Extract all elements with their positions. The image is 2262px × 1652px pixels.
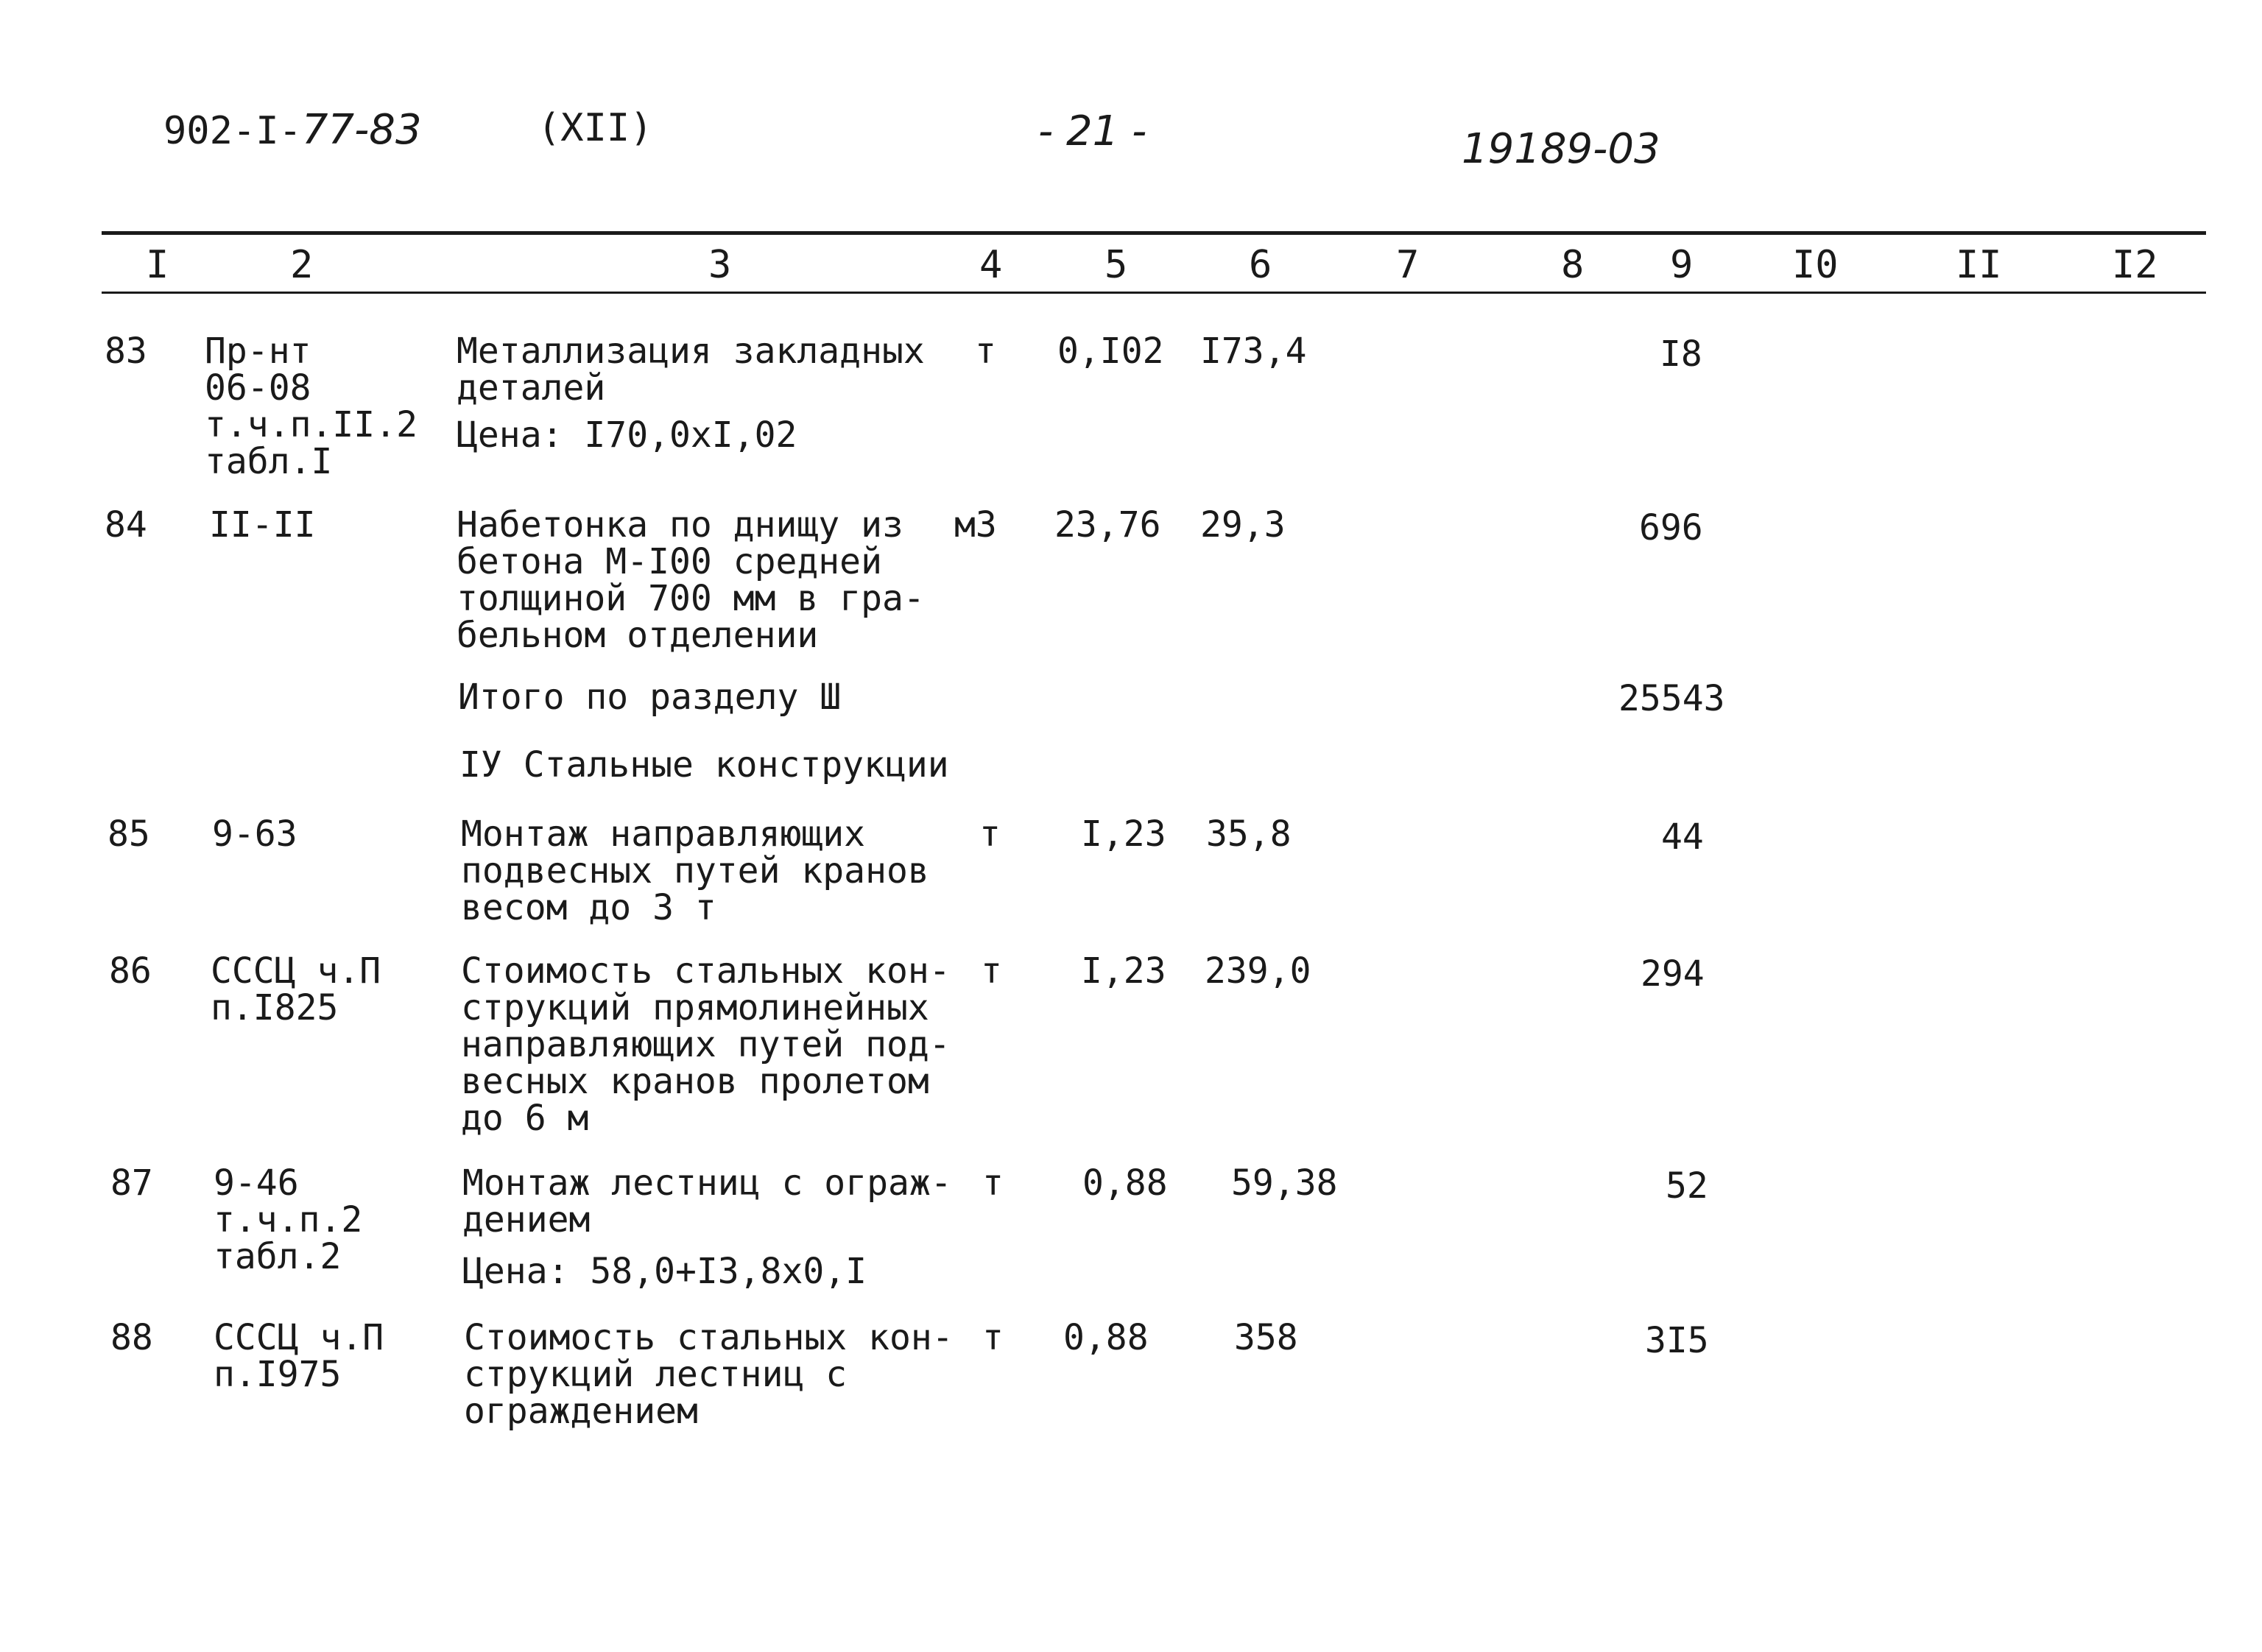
col-header-1: I <box>146 243 169 287</box>
document-code <box>163 106 422 154</box>
row-number: 83 <box>105 331 147 372</box>
row-quantity: I,23 <box>1081 950 1166 992</box>
col-header-5: 5 <box>1104 243 1128 287</box>
row-unit-price: 59,38 <box>1231 1162 1338 1204</box>
document-code-typed: 902-I- <box>163 109 302 153</box>
row-number: 88 <box>110 1317 153 1358</box>
row-unit: м3 <box>954 504 997 546</box>
row-quantity: 0,88 <box>1082 1162 1168 1204</box>
row-unit-price: 358 <box>1234 1317 1298 1358</box>
row-description: Стоимость стальных кон- струкций прямолинейных направляющих путей под- весных кранов пролетом до 6 м <box>461 950 951 1139</box>
col-header-4: 4 <box>979 243 1003 287</box>
row-unit: т <box>981 950 1002 992</box>
header-rule <box>102 292 2206 294</box>
col-header-11: II <box>1956 243 2002 287</box>
row-unit: т <box>979 813 1001 855</box>
row-unit-price: 29,3 <box>1200 504 1286 546</box>
col-header-3: 3 <box>708 243 732 287</box>
row-quantity: 0,88 <box>1063 1317 1149 1358</box>
row-total: 52 <box>1666 1165 1708 1207</box>
page-number: - 21 - <box>1038 107 1147 155</box>
section-total-label: Итого по разделу Ш <box>458 677 842 718</box>
row-number: 87 <box>110 1162 153 1204</box>
row-unit: т <box>975 331 996 372</box>
col-header-6: 6 <box>1249 243 1272 287</box>
top-rule <box>102 231 2206 235</box>
row-number: 85 <box>108 813 150 855</box>
col-header-7: 7 <box>1396 243 1420 287</box>
col-header-9: 9 <box>1670 243 1694 287</box>
row-number: 84 <box>105 504 147 546</box>
row-code: 9-46 т.ч.п.2 табл.2 <box>214 1162 363 1277</box>
row-code: II-II <box>209 504 316 546</box>
row-unit: т <box>982 1162 1004 1204</box>
row-total: 696 <box>1639 507 1703 548</box>
row-description: Стоимость стальных кон- струкций лестниц с ограждением <box>464 1317 954 1432</box>
row-total: 294 <box>1641 953 1705 995</box>
row-price-note: Цена: I70,0xI,02 <box>457 414 797 456</box>
row-number: 86 <box>109 950 152 992</box>
row-code: 9-63 <box>212 813 297 855</box>
section-heading: IУ Стальные конструкции <box>459 744 949 786</box>
row-description: Набетонка по днищу из бетона М-I00 средней толщиной 700 мм в гра- бельном отделении <box>457 504 925 656</box>
row-code: СССЦ ч.П п.I825 <box>211 950 381 1028</box>
col-header-8: 8 <box>1561 243 1585 287</box>
row-total: 3I5 <box>1645 1320 1709 1361</box>
row-unit-price: 35,8 <box>1206 813 1292 855</box>
row-quantity: 0,I02 <box>1057 331 1164 372</box>
row-description: Металлизация закладных деталей <box>457 331 925 409</box>
section-total-value: 25543 <box>1618 678 1725 719</box>
part-number: (XII) <box>538 106 653 150</box>
archive-number: 19189-03 <box>1462 125 1660 173</box>
row-total: I8 <box>1660 333 1702 375</box>
row-description: Монтаж направляющих подвесных путей кранов весом до 3 т <box>461 813 929 928</box>
document-code-handwritten: 77-83 <box>301 106 422 154</box>
row-unit-price: 239,0 <box>1205 950 1311 992</box>
col-header-10: I0 <box>1792 243 1839 287</box>
col-header-2: 2 <box>290 243 314 287</box>
row-quantity: 23,76 <box>1054 504 1161 546</box>
row-code: Пр-нт 06-08 т.ч.п.II.2 табл.I <box>205 331 417 482</box>
row-total: 44 <box>1661 816 1704 858</box>
row-unit-price: I73,4 <box>1200 331 1307 372</box>
row-code: СССЦ ч.П п.I975 <box>214 1317 384 1395</box>
row-quantity: I,23 <box>1081 813 1166 855</box>
col-header-12: I2 <box>2112 243 2158 287</box>
row-description: Монтаж лестниц с ограж- дением <box>462 1162 952 1240</box>
row-price-note: Цена: 58,0+I3,8x0,I <box>462 1251 867 1292</box>
row-unit: т <box>982 1317 1004 1358</box>
